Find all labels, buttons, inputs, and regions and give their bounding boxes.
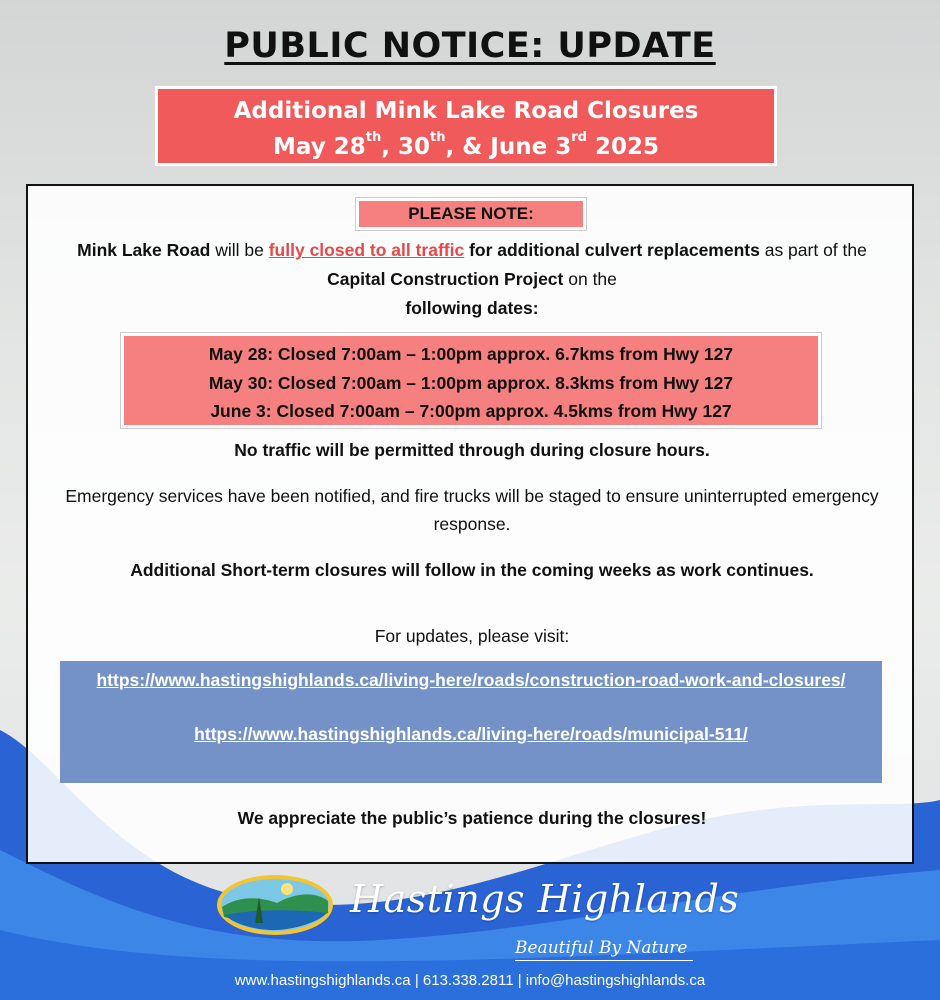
updates-label: For updates, please visit:: [374, 626, 570, 646]
construction-closures-link[interactable]: https://www.hastingshighlands.ca/living-here/roads/construction-road-work-and-closures/: [96, 670, 846, 690]
municipal-511-link[interactable]: https://www.hastingshighlands.ca/living-here/roads/municipal-511/: [194, 724, 748, 744]
fully-closed-link[interactable]: fully closed to all traffic: [268, 240, 465, 260]
links-box: [60, 661, 882, 783]
banner-line-1: Additional Mink Lake Road Closures: [233, 98, 699, 124]
emergency-text: Emergency services have been notified, and fire trucks will be staged to ensure uninterrupted emergency response.: [65, 486, 879, 534]
hastings-highlands-logo-icon: [215, 873, 335, 937]
closure-date-3: June 3: Closed 7:00am – 7:00pm approx. 4.5kms from Hwy 127: [210, 401, 732, 421]
brand-name: Hastings Highlands: [350, 877, 740, 921]
brand-tagline: Beautiful By Nature: [515, 938, 693, 961]
banner-line-2: May 28th, 30th, & June 3rd 2025: [273, 130, 659, 160]
no-traffic-text: No traffic will be permitted through during closure hours.: [234, 440, 710, 460]
closures-banner: [155, 86, 777, 166]
closure-date-1: May 28: Closed 7:00am – 1:00pm approx. 6.7kms from Hwy 127: [208, 344, 734, 364]
additional-closures-text: Additional Short-term closures will follow in the coming weeks as work continues.: [130, 560, 814, 580]
thanks-text: We appreciate the public’s patience during the closures!: [237, 808, 707, 828]
intro-paragraph: Mink Lake Road will be fully closed to all traffic for additional culvert replacements as part of the Capital Construction Project on the following dates:: [77, 240, 867, 318]
page-title: PUBLIC NOTICE: UPDATE: [224, 26, 716, 66]
please-note-label: PLEASE NOTE:: [356, 198, 586, 230]
contact-line: www.hastingshighlands.ca | 613.338.2811 | info@hastingshighlands.ca: [234, 972, 706, 989]
closure-dates-box: [121, 333, 821, 428]
closure-date-2: May 30: Closed 7:00am – 1:00pm approx. 8.3kms from Hwy 127: [208, 372, 734, 393]
notice-panel: [26, 184, 914, 864]
